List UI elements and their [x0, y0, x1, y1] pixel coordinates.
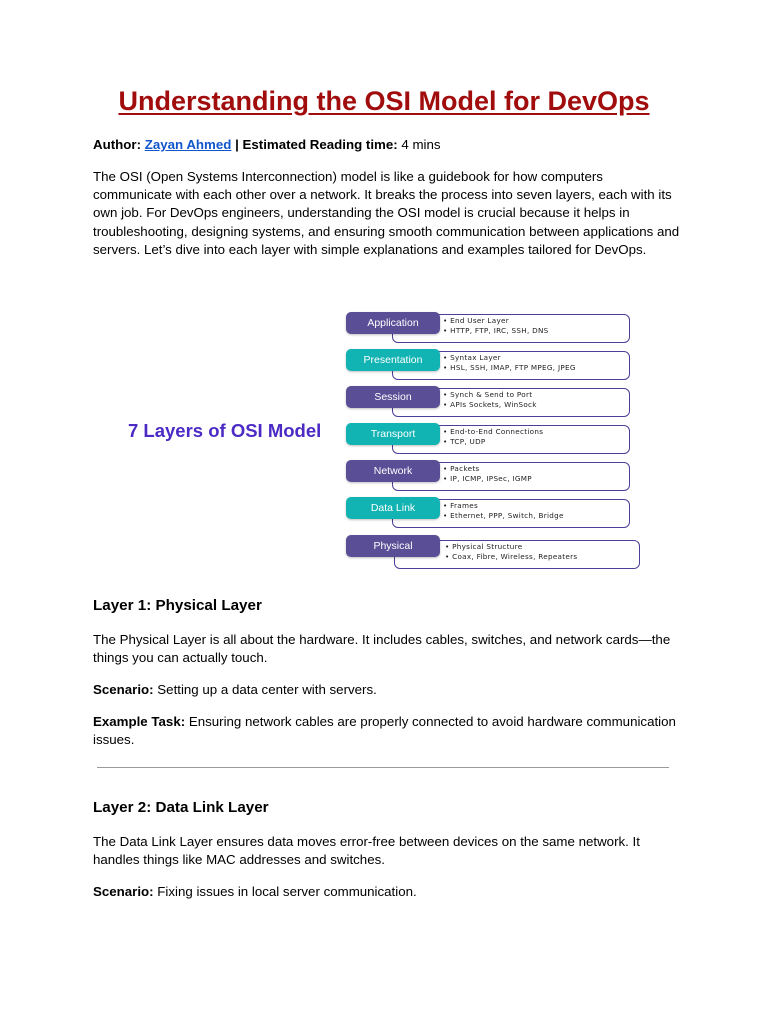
layer-detail-2: • HTTP, FTP, IRC, SSH, DNS: [443, 326, 549, 335]
layer-detail-2: • APIs Sockets, WinSock: [443, 400, 537, 409]
osi-layer-network: [344, 460, 640, 490]
scenario-text: Setting up a data center with servers.: [153, 682, 377, 697]
layer-detail-1: • Frames: [443, 501, 479, 510]
layer2-body: The Data Link Layer ensures data moves error-free between devices on the same network. It handles things like MAC addresses and switches.: [93, 834, 640, 868]
layer-name-badge: Network: [346, 460, 440, 482]
layer-detail-2: • Ethernet, PPP, Switch, Bridge: [443, 511, 564, 520]
author-label: Author:: [93, 137, 141, 152]
layer1-example-task: [93, 713, 683, 749]
scenario-label: Scenario:: [93, 682, 154, 697]
scenario-text: Fixing issues in local server communication.: [153, 884, 417, 899]
layer-name-badge: Presentation: [346, 349, 440, 371]
layer-detail-1: • End-to-End Connections: [443, 427, 544, 436]
layer-detail-1: • Physical Structure: [445, 542, 523, 551]
layer-detail-1: • Syntax Layer: [443, 353, 501, 362]
osi-layer-data-link: [344, 497, 640, 527]
layer-detail-1: • Synch & Send to Port: [443, 390, 533, 399]
example-task-text: Ensuring network cables are properly connected to avoid hardware communication issues.: [93, 714, 676, 748]
example-task-label: Example Task:: [93, 714, 186, 729]
figure-title: 7 Layers of OSI Model: [128, 420, 322, 441]
layer-name-badge: Data Link: [346, 497, 440, 519]
article-meta: [93, 137, 441, 152]
layer-detail-2: • TCP, UDP: [443, 437, 486, 446]
layer-detail-2: • HSL, SSH, IMAP, FTP MPEG, JPEG: [443, 363, 576, 372]
page-title: Understanding the OSI Model for DevOps: [118, 86, 650, 116]
layer2-heading: Layer 2: Data Link Layer: [93, 799, 269, 816]
scenario-label: Scenario:: [93, 884, 154, 899]
intro-paragraph: The OSI (Open Systems Interconnection) model is like a guidebook for how computers communicate with each other over a network. It breaks the process into seven layers, each with its own job. For DevOps engineers, understanding the OSI model is crucial because it helps in troubleshooting, designing systems, and ensuring smooth communication between applications and servers. Let’s dive into each layer with simple explanations and examples tailored for DevOps.: [93, 169, 680, 257]
author-link[interactable]: Zayan Ahmed: [144, 137, 232, 152]
layer1-body: The Physical Layer is all about the hardware. It includes cables, switches, and network cards—the things you can actually touch.: [93, 632, 671, 666]
osi-layer-session: [344, 386, 640, 416]
layer-name-badge: Session: [346, 386, 440, 408]
section-divider: [97, 767, 669, 768]
layer-name-badge: Application: [346, 312, 440, 334]
osi-layer-application: [344, 312, 640, 342]
layer-detail-1: • Packets: [443, 464, 480, 473]
layer2-scenario: [93, 883, 683, 901]
osi-layer-transport: [344, 423, 640, 453]
osi-layer-presentation: [344, 349, 640, 379]
layer-detail-1: • End User Layer: [443, 316, 509, 325]
reading-time-value: 4 mins: [401, 137, 441, 152]
layer1-heading: Layer 1: Physical Layer: [93, 597, 262, 614]
meta-separator: |: [231, 137, 243, 152]
layer-detail-2: • IP, ICMP, IPSec, IGMP: [443, 474, 532, 483]
layer-name-badge: Physical: [346, 535, 440, 557]
layer-detail-2: • Coax, Fibre, Wireless, Repeaters: [445, 552, 578, 561]
osi-layer-physical: [344, 535, 640, 565]
layer-name-badge: Transport: [346, 423, 440, 445]
reading-time-label: Estimated Reading time:: [242, 137, 398, 152]
layer1-scenario: [93, 681, 683, 699]
